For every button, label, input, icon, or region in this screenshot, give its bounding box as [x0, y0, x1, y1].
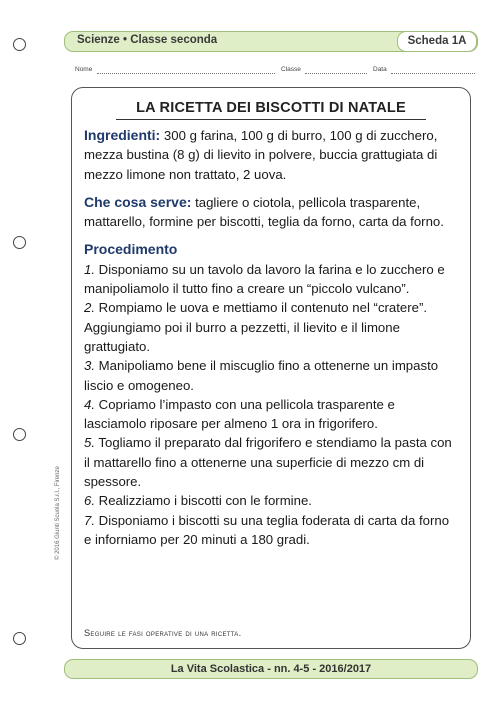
step-number: 5.	[84, 435, 95, 451]
step-number: 3.	[84, 358, 95, 374]
ingredients-text: 300 g farina, 100 g di burro, 100 g di zucchero, mezza bustina (8 g) di lievito in polvere, buccia grattugiata di mezzo limone non trattato, 2 uova.	[84, 128, 438, 182]
subject-label: Scienze • Classe seconda	[77, 34, 218, 46]
header-bar	[64, 31, 478, 52]
step-text: Disponiamo i biscotti su una teglia foderata di carta da forno e inforniamo per 20 minuti a 180 gradi.	[84, 512, 450, 547]
procedure-step	[84, 491, 460, 510]
sheet-badge: Scheda 1A	[397, 31, 477, 52]
date-label: Data	[373, 66, 387, 73]
page-title: LA RICETTA DEI BISCOTTI DI NATALE	[136, 100, 406, 116]
procedure-step	[84, 395, 460, 434]
step-number: 6.	[84, 493, 95, 509]
copyright-notice: © 2016 Giunti Scuola S.r.l., Firenze	[55, 466, 61, 560]
instruction-note: Seguire le fasi operative di una ricetta.	[84, 628, 242, 638]
binder-hole	[13, 632, 26, 645]
date-field	[391, 66, 475, 74]
step-number: 1.	[84, 261, 95, 277]
procedure-step	[84, 511, 460, 550]
step-number: 7.	[84, 512, 95, 528]
step-text: Realizziamo i biscotti con le formine.	[95, 493, 312, 509]
binder-hole	[13, 38, 26, 51]
step-text: Rompiamo le uova e mettiamo il contenuto nel “cratere”. Aggiungiamo poi il burro a pezzetti, il lievito e il limone grattugiato.	[84, 300, 428, 354]
title-underline	[116, 119, 426, 120]
procedure-step	[84, 356, 460, 395]
student-info-line	[75, 66, 475, 78]
step-text: Togliamo il preparato dal frigorifero e stendiamo la pasta con il mattarello fino a ottenerne una superficie di mezzo cm di spessore.	[84, 435, 452, 490]
tools-label: Che cosa serve:	[84, 193, 192, 210]
step-number: 4.	[84, 396, 95, 412]
step-text: Manipoliamo bene il miscuglio fino a ottenerne un impasto liscio e omogeneo.	[84, 358, 439, 393]
footer-bar: La Vita Scolastica - nn. 4-5 - 2016/2017	[64, 659, 478, 679]
procedure-step	[84, 298, 460, 356]
ingredients-label: Ingredienti:	[84, 127, 161, 143]
class-label: Classe	[281, 66, 301, 73]
procedure-heading: Procedimento	[84, 241, 178, 258]
recipe-card	[71, 87, 471, 649]
tools-text: tagliere o ciotola, pellicola trasparente, mattarello, formine per biscotti, teglia da forno, carta da forno.	[84, 194, 444, 230]
ingredients-paragraph	[84, 126, 460, 184]
recipe-content	[84, 126, 460, 549]
binder-hole	[13, 428, 26, 441]
name-label: Nome	[75, 66, 93, 73]
step-text: Copriamo l’impasto con una pellicola trasparente e lasciamolo riposare per almeno 1 ora in frigorifero.	[84, 396, 395, 432]
procedure-step	[84, 433, 460, 491]
step-text: Disponiamo su un tavolo da lavoro la farina e lo zucchero e manipoliamolo il tutto fino a creare un “piccolo vulcano”.	[84, 261, 445, 297]
tools-paragraph	[84, 193, 460, 232]
binder-hole	[13, 236, 26, 249]
name-field	[97, 66, 275, 74]
step-number: 2.	[84, 300, 95, 316]
procedure-step	[84, 260, 460, 299]
class-field	[305, 66, 367, 74]
